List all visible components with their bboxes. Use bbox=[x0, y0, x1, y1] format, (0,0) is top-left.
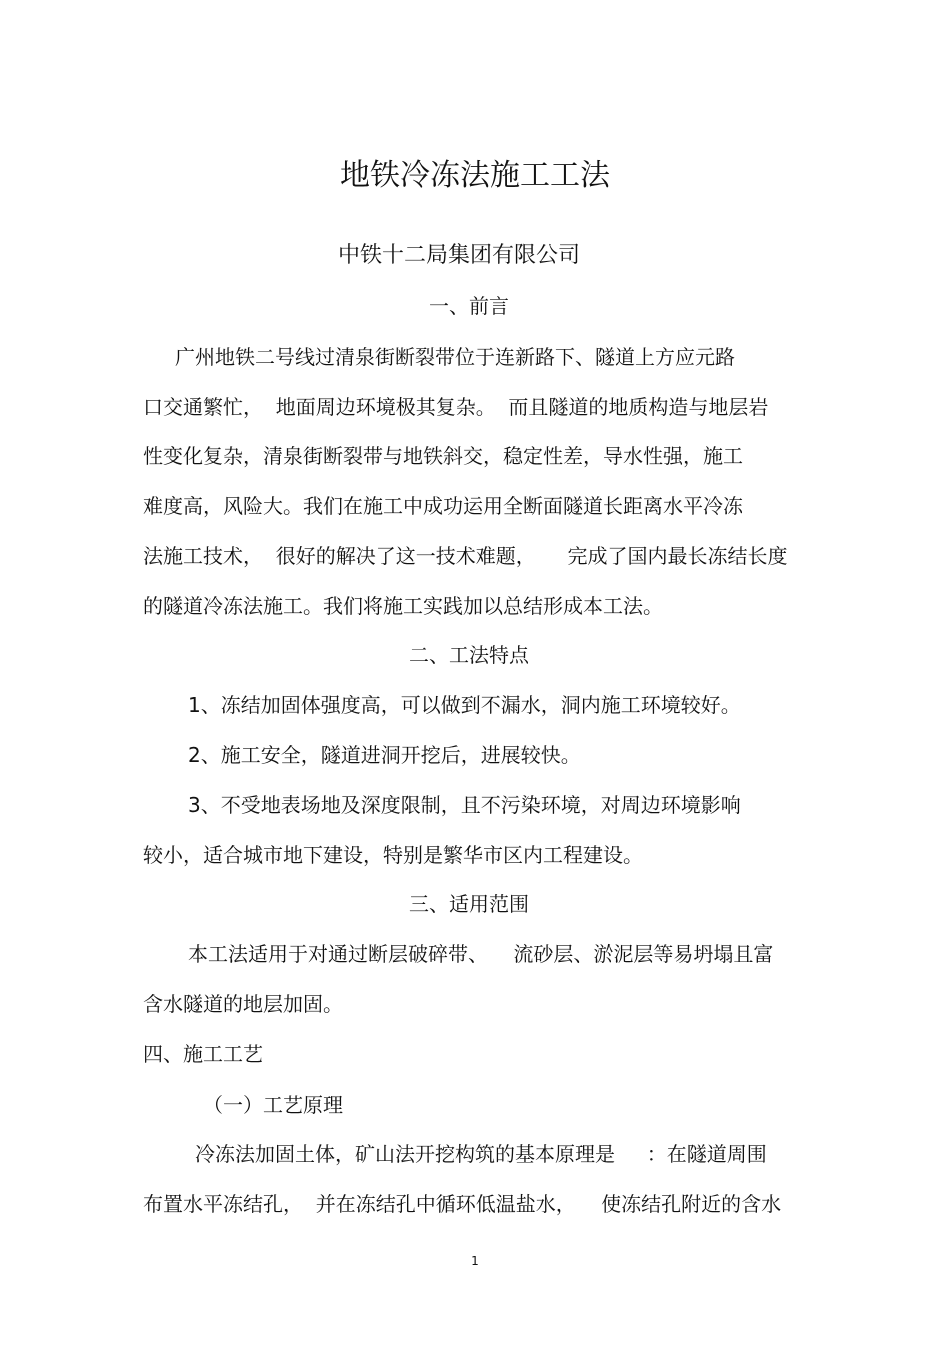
paragraph-line: 性变化复杂，清泉街断裂带与地铁斜交，稳定性差，导水性强，施工 bbox=[143, 444, 743, 468]
paragraph-line: 的隧道冷冻法施工。我们将施工实践加以总结形成本工法。 bbox=[143, 594, 663, 618]
company-name: 中铁十二局集团有限公司 bbox=[337, 243, 580, 268]
list-item: 2、施工安全，隧道进洞开挖后，进展较快。 bbox=[188, 743, 581, 767]
section-heading-2: 二、工法特点 bbox=[409, 643, 529, 667]
list-item-continuation: 较小，适合城市地下建设，特别是繁华市区内工程建设。 bbox=[143, 843, 643, 867]
paragraph-line: 难度高，风险大。我们在施工中成功运用全断面隧道长距离水平冷冻 bbox=[143, 494, 743, 518]
paragraph-line: 冷冻法加固土体，矿山法开挖构筑的基本原理是 ：在隧道周围 bbox=[195, 1142, 767, 1166]
paragraph-line: 布置水平冻结孔， 并在冻结孔中循环低温盐水， 使冻结孔附近的含水 bbox=[143, 1192, 782, 1216]
section-heading-3: 三、适用范围 bbox=[409, 892, 529, 916]
section-heading-4: 四、施工工艺 bbox=[143, 1042, 263, 1066]
list-item: 3、不受地表场地及深度限制，且不污染环境，对周边环境影响 bbox=[188, 793, 741, 817]
section-heading-1: 一、前言 bbox=[429, 294, 509, 318]
paragraph-line: 本工法适用于对通过断层破碎带、 流砂层、淤泥层等易坍塌且富 bbox=[188, 942, 774, 966]
subsection-heading: （一）工艺原理 bbox=[203, 1093, 343, 1117]
paragraph-line: 法施工技术， 很好的解决了这一技术难题， 完成了国内最长冻结长度 bbox=[143, 544, 788, 568]
page-number: 1 bbox=[471, 1254, 479, 1268]
paragraph-line: 含水隧道的地层加固。 bbox=[143, 992, 343, 1016]
document-title: 地铁冷冻法施工工法 bbox=[340, 158, 610, 193]
list-item: 1、冻结加固体强度高，可以做到不漏水，洞内施工环境较好。 bbox=[188, 693, 741, 717]
paragraph-line: 口交通繁忙， 地面周边环境极其复杂。 而且隧道的地质构造与地层岩 bbox=[143, 395, 769, 419]
paragraph-line: 广州地铁二号线过清泉街断裂带位于连新路下、隧道上方应元路 bbox=[175, 345, 735, 369]
